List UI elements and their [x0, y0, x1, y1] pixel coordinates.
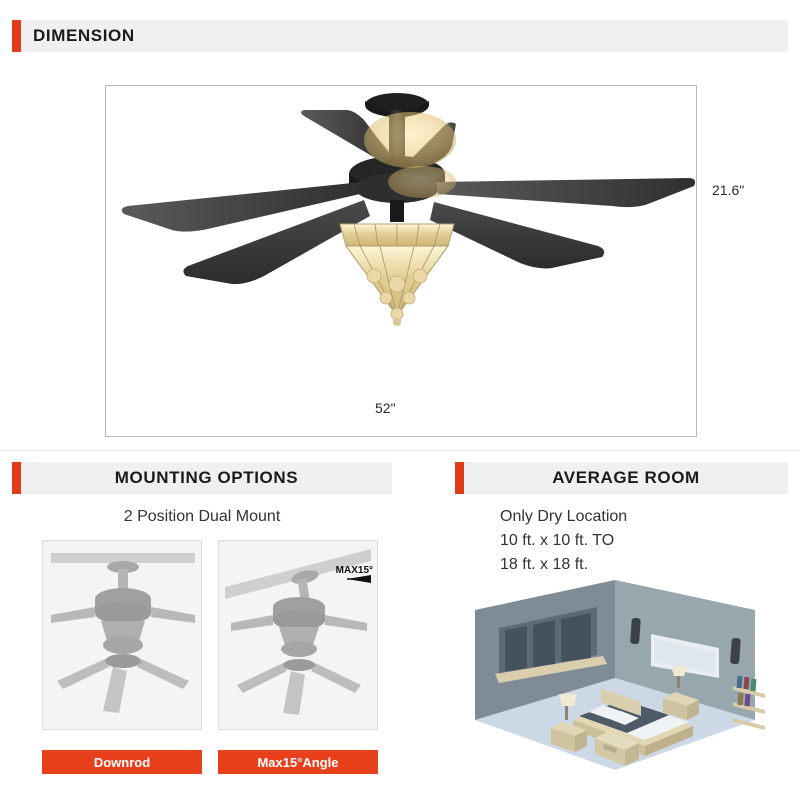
mount-option-downrod-image — [42, 540, 202, 730]
mounting-subtitle: 2 Position Dual Mount — [123, 508, 281, 525]
dimension-diagram — [12, 60, 788, 440]
room-description — [500, 505, 627, 577]
dimension-height-label: 21.6" — [712, 182, 745, 198]
room-section-header — [455, 462, 788, 494]
room-line-1: Only Dry Location — [500, 508, 628, 525]
dimension-width-label: 52" — [375, 400, 396, 416]
mount-option-downrod-label[interactable]: Downrod — [42, 750, 202, 774]
mounting-section-header — [12, 462, 392, 494]
ceiling-fan-illustration — [92, 70, 712, 370]
mount-option-angle-image — [218, 540, 378, 730]
accent-bar — [12, 20, 21, 52]
dimension-title: DIMENSION — [33, 26, 135, 45]
accent-bar — [12, 462, 21, 494]
mount-option-angle-label[interactable]: Max15°Angle — [218, 750, 378, 774]
average-room-illustration — [455, 570, 788, 785]
section-divider — [0, 450, 800, 451]
room-line-2: 10 ft. x 10 ft. TO — [500, 532, 615, 549]
mounting-title: MOUNTING OPTIONS — [114, 468, 299, 487]
accent-bar — [455, 462, 464, 494]
dimension-section-header — [12, 20, 788, 52]
room-title: AVERAGE ROOM — [552, 468, 700, 487]
room-line-3: 18 ft. x 18 ft. — [500, 556, 589, 573]
max-angle-note: MAX15° — [335, 565, 373, 576]
